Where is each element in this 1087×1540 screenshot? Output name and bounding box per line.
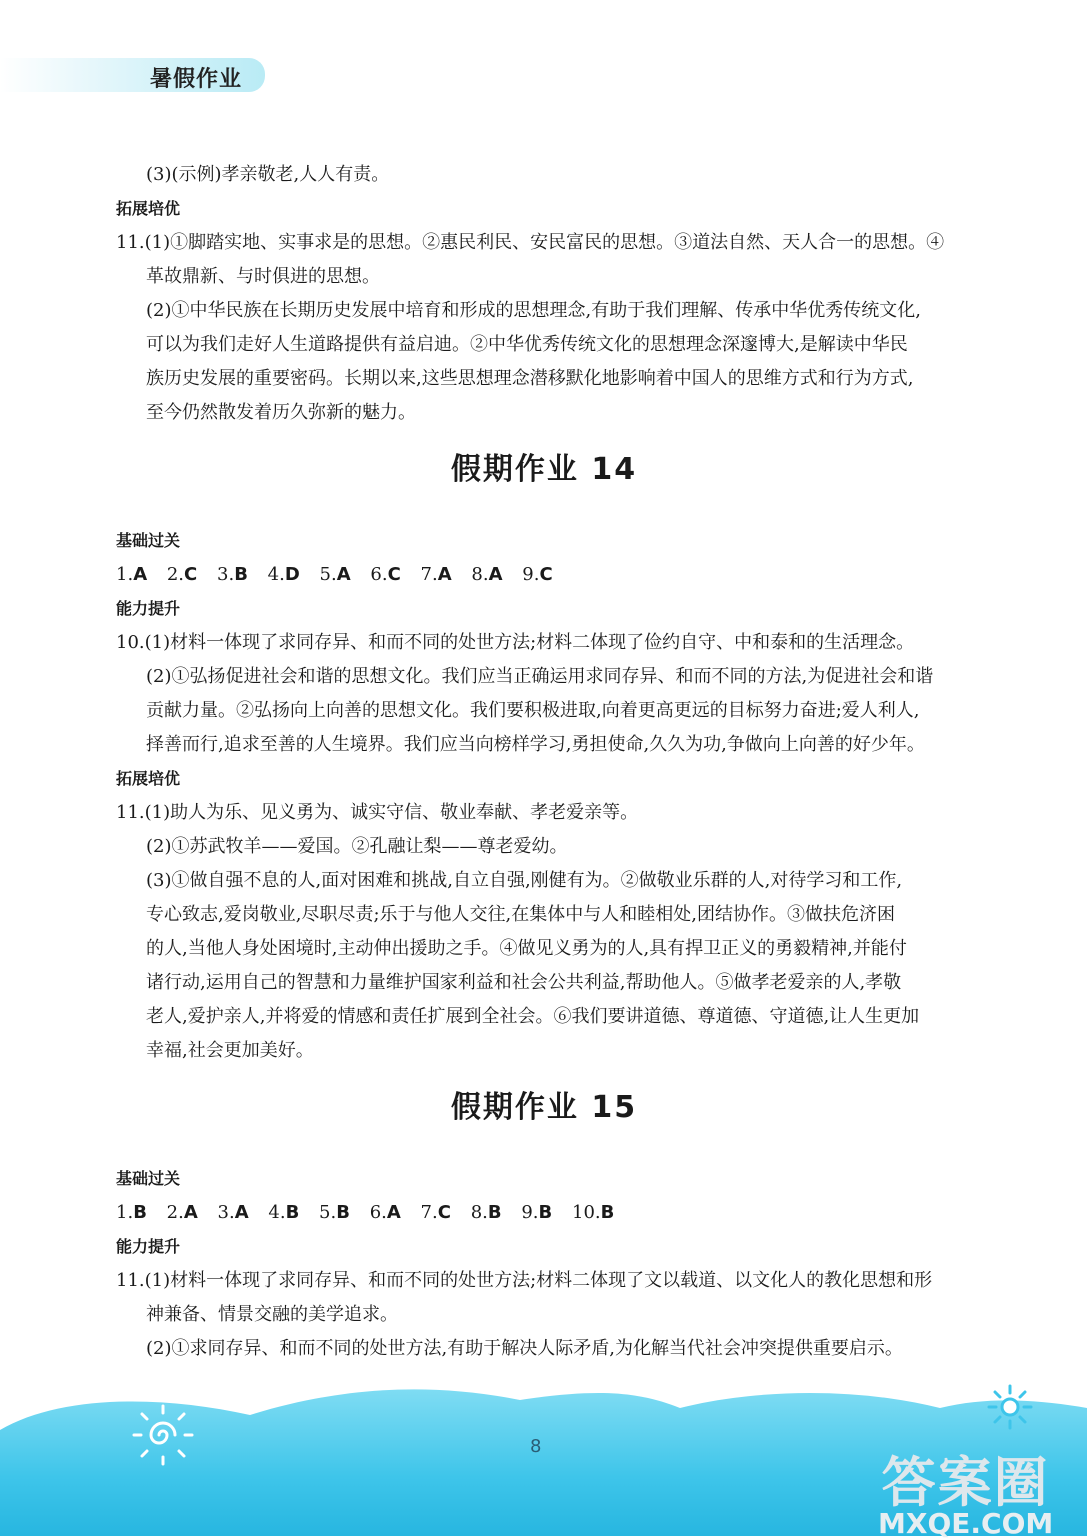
hw15-title: 假期作业 15 [450,1090,638,1125]
watermark [878,1451,1054,1540]
hw14-q11-3-c: 的人,当他人身处困境时,主动伸出援助之手。④做见义勇为的人,具有捍卫正义的勇毅精神,并能付 [146,938,907,959]
answer-item: 7.C [420,1202,451,1223]
hw14-q11-3-d: 诸行动,运用自己的智慧和力量维护国家利益和社会公共利益,帮助他人。⑤做孝老爱亲的人,孝敬 [146,972,902,993]
hw14-label-basic: 基础过关 [116,531,181,550]
answer-item: 1.B [116,1202,147,1223]
answer-item: 3.A [217,1202,249,1223]
sun-swirl-icon [128,1400,198,1470]
q11-1-line-a: 11.(1)①脚踏实地、实事求是的思想。②惠民利民、安民富民的思想。③道法自然、天人合一的思想。④ [116,232,945,253]
watermark-main: 答案圈 [881,1451,1050,1514]
hw15-q11-2: (2)①求同存异、和而不同的处世方法,有助于解决人际矛盾,为化解当代社会冲突提供重要启示。 [146,1338,903,1359]
q11-2-line-c: 族历史发展的重要密码。长期以来,这些思想理念潜移默化地影响着中国人的思维方式和行为方式, [146,368,914,389]
watermark-sub: MXQE.COM [878,1507,1054,1540]
hw15-label-basic: 基础过关 [116,1169,181,1188]
answer-item: 8.A [471,564,503,585]
label-extend-top: 拓展培优 [116,199,181,218]
q11-1-line-b: 革故鼎新、与时俱进的思想。 [146,266,380,287]
q11-2-line-d: 至今仍然散发着历久弥新的魅力。 [146,402,416,423]
hw14-q10-2-a: (2)①弘扬促进社会和谐的思想文化。我们应当正确运用求同存异、和而不同的方法,为促进社会和谐 [146,666,934,687]
hw15-label-ability: 能力提升 [116,1237,181,1256]
answer-item: 6.C [370,564,401,585]
hw14-label-extend: 拓展培优 [116,769,181,788]
answer-item: 9.B [521,1202,553,1223]
answer-item: 4.B [268,1202,300,1223]
answer-item: 3.B [217,564,248,585]
hw14-q10-2-b: 贡献力量。②弘扬向上向善的思想文化。我们要积极进取,向着更高更远的目标努力奋进;爱人利人, [146,700,920,721]
hw14-answers [116,558,972,592]
hw15-q11-1-a: 11.(1)材料一体现了求同存异、和而不同的处世方法;材料二体现了文以载道、以文化人的教化思想和形 [116,1270,933,1291]
q10-3-text: (3)(示例)孝亲敬老,人人有责。 [146,164,390,185]
hw14-q11-3-e: 老人,爱护亲人,并将爱的情感和责任扩展到全社会。⑥我们要讲道德、尊道德、守道德,让人生更加 [146,1006,920,1027]
answer-item: 7.A [420,564,452,585]
answer-item: 10.B [572,1202,615,1223]
hw14-q11-3-b: 专心致志,爱岗敬业,尽职尽责;乐于与他人交往,在集体中与人和睦相处,团结协作。③做扶危济困 [146,904,895,925]
hw14-title: 假期作业 14 [450,452,638,487]
page-content [116,158,972,1366]
hw15-answers [116,1196,972,1230]
hw15-q11-1-b: 神兼备、情景交融的美学追求。 [146,1304,398,1325]
hw14-q10-2-c: 择善而行,追求至善的人生境界。我们应当向榜样学习,勇担使命,久久为功,争做向上向善的好少年。 [146,734,925,755]
hw14-q10-1: 10.(1)材料一体现了求同存异、和而不同的处世方法;材料二体现了俭约自守、中和泰和的生活理念。 [116,632,915,653]
answer-item: 5.B [319,1202,350,1223]
sun-icon [985,1382,1035,1432]
answer-item: 5.A [319,564,351,585]
answer-item: 8.B [470,1202,502,1223]
hw14-q11-2: (2)①苏武牧羊——爱国。②孔融让梨——尊老爱幼。 [146,836,568,857]
hw14-label-ability: 能力提升 [116,599,181,618]
hw14-q11-1: 11.(1)助人为乐、见义勇为、诚实守信、敬业奉献、孝老爱亲等。 [116,802,639,823]
answer-item: 1.A [116,564,148,585]
q11-2-line-a: (2)①中华民族在长期历史发展中培育和形成的思想理念,有助于我们理解、传承中华优秀传统文化, [146,300,921,321]
answer-item: 2.A [166,1202,198,1223]
answer-item: 2.C [166,564,198,585]
header-title: 暑假作业 [150,67,243,92]
answer-item: 6.A [369,1202,401,1223]
page-number: 8 [530,1436,542,1457]
hw14-q11-3-a: (3)①做自强不息的人,面对困难和挑战,自立自强,刚健有为。②做敬业乐群的人,对待学习和工作, [146,870,903,891]
answer-item: 4.D [267,564,300,585]
answer-item: 9.C [522,564,553,585]
hw14-q11-3-f: 幸福,社会更加美好。 [146,1040,314,1061]
q11-2-line-b: 可以为我们走好人生道路提供有益启迪。②中华优秀传统文化的思想理念深邃博大,是解读中华民 [146,334,908,355]
